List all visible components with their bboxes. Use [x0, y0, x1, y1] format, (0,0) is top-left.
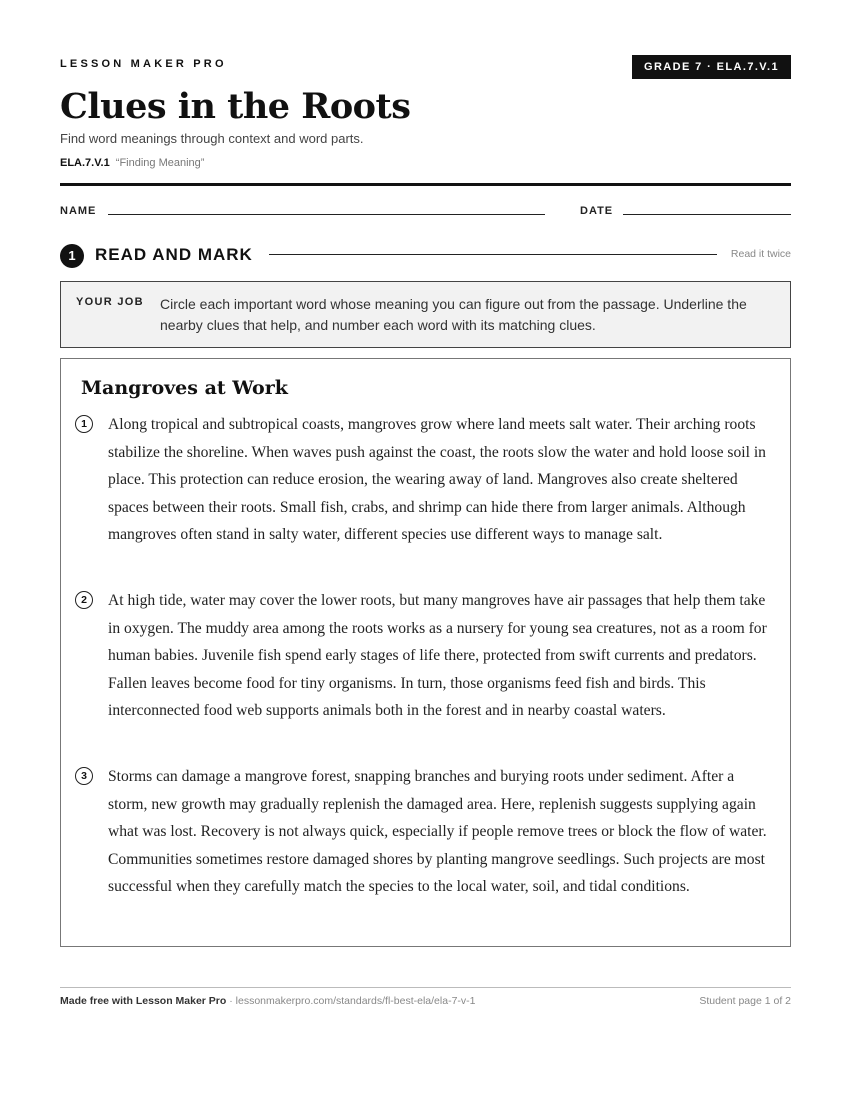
instructions-box — [60, 281, 791, 348]
instructions-text: Circle each important word whose meaning you can figure out from the passage. Underline the nearby clues that help, and number each word with its matching clues. — [160, 296, 747, 333]
footer-made-with: Made free with Lesson Maker Pro — [60, 995, 227, 1007]
paragraph-text: At high tide, water may cover the lower roots, but many mangroves have air passages that help them take in oxygen. The muddy area among the roots works as a nursery for young sea creatures, not as a room for human babies. Juvenile fish spend early stages of life there, protected from swift currents and predators. Fallen leaves become food for tiny organisms. In turn, those organisms feed fish and birds. This interconnected food web supports animals both in the forest and in nearby coastal waters. — [108, 592, 767, 719]
passage-box — [60, 358, 791, 947]
footer-divider — [60, 987, 791, 988]
section-header — [60, 243, 791, 267]
date-label: DATE — [580, 205, 614, 217]
instructions-label: YOUR JOB — [76, 296, 144, 308]
passage-title: Mangroves at Work — [81, 377, 288, 399]
brand-name: LESSON MAKER PRO — [60, 58, 227, 70]
paragraph-text: Along tropical and subtropical coasts, mangroves grow where land meets salt water. Their arching roots stabilize the shoreline. When waves push against the coast, the roots slow the water and hold loose soil in place. This protection can reduce erosion, the wearing away of land. Mangroves also create sheltered spaces between their roots. Small fish, crabs, and shrimp can hide there from larger animals. Although mangroves often stand in salty water, different species use different ways to manage salt. — [108, 416, 766, 543]
standard-name: “Finding Meaning” — [115, 157, 205, 169]
section-title: READ AND MARK — [95, 245, 253, 264]
footer-credit — [60, 995, 476, 1007]
paragraph-number: 1 — [75, 415, 93, 433]
section-number-badge: 1 — [60, 244, 84, 268]
page-title: Clues in the Roots — [60, 86, 411, 127]
section-hint: Read it twice — [730, 248, 791, 260]
standard-line — [60, 157, 204, 169]
grade-badge: GRADE 7 · ELA.7.V.1 — [632, 55, 791, 79]
name-field[interactable] — [108, 214, 545, 215]
footer-page-number: Student page 1 of 2 — [699, 995, 791, 1007]
paragraph-number: 3 — [75, 767, 93, 785]
standard-code: ELA.7.V.1 — [60, 157, 110, 169]
paragraph-number: 2 — [75, 591, 93, 609]
name-label: NAME — [60, 205, 97, 217]
date-field[interactable] — [623, 214, 791, 215]
page-subtitle: Find word meanings through context and word parts. — [60, 131, 364, 146]
header-divider — [60, 183, 791, 186]
section-divider — [269, 254, 717, 255]
paragraph-text: Storms can damage a mangrove forest, snapping branches and burying roots under sediment. After a storm, new growth may gradually replenish the damaged area. Here, replenish suggests supplying again what was lost. Recovery is not always quick, especially if people remove trees or block the flow of water. Communities sometimes restore damaged shores by planting mangrove seedlings. Such projects are most successful when they carefully match the species to the local water, soil, and tidal conditions. — [108, 768, 767, 895]
footer-url[interactable]: · lessonmakerpro.com/standards/fl-best-ela/ela-7-v-1 — [226, 995, 476, 1007]
